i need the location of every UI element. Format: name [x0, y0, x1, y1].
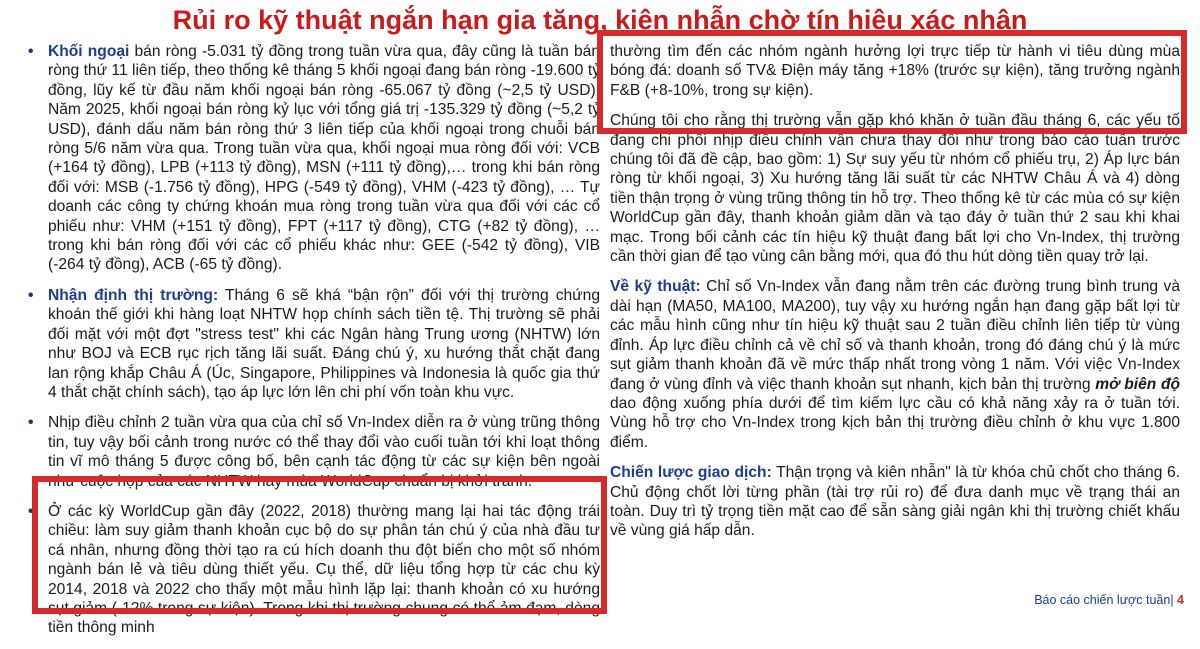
footer-separator: | [1170, 593, 1174, 607]
bullet-icon: • [28, 414, 34, 432]
paragraph-text: Chỉ số Vn-Index vẫn đang nằm trên các đường trung bình trung và dài hạn (MA50, MA100, MA200), tuy vậy xu hướng ngắn hạn đang gặp bất lợi từ các mẫu hình cũng như tín hiệu kỹ thuật sau 2 tuần điều chỉnh liên tiếp từ vùng đỉnh. Áp lực điều chỉnh cả về chỉ số và thanh khoản, trong đó đáng chú ý là mức sụt giảm thanh khoản đã về mức thấp nhất trong vòng 1 năm. Với việc Vn-Index đang ở vùng đỉnh và việc thanh khoản sụt nhanh, kịch bản thị trường [610, 278, 1180, 393]
paragraph-market-outlook [610, 111, 1180, 266]
left-column [20, 42, 600, 649]
paragraph-text: Nhịp điều chỉnh 2 tuần vừa qua của chỉ số Vn-Index diễn ra ở vùng trũng thông tin, tuy vậy bối cảnh trong nước có thể thay đổi vào cuối tuần tới khi loạt thông tin vĩ mô tháng 5 được công bố, bên cạnh tác động từ các sự kiện bên ngoài như cuộc họp của các NHTW hay mùa WorldCup chuẩn bị khởi tranh. [48, 414, 600, 490]
page-footer [1034, 593, 1184, 607]
right-column [610, 42, 1180, 552]
paragraph-text: Chúng tôi cho rằng thị trường vẫn gặp khó khăn ở tuần đầu tháng 6, các yếu tố đang chi phối nhịp điều chỉnh vẫn chưa thay đổi như trong báo cáo tuần trước chúng tôi đã đề cập, bao gồm: 1) Sự suy yếu từ nhóm cổ phiếu trụ, 2) Áp lực bán ròng từ khối ngoại, 3) Xu hướng tăng lãi suất từ các NHTW Châu Á và 4) dòng tiền thận trọng ở vùng trũng thông tin hỗ trợ. Theo thống kê từ các mùa có sự kiện WorldCup gần đây, thanh khoản giảm dần và tạo đáy ở tuần thứ 2 sau khi khai mạc. Trong bối cảnh các tín hiệu kỹ thuật đang bất lợi cho Vn-Index, thị trường cần thời gian để tạo vùng cân bằng mới, qua đó thu hút dòng tiền quay trở lại. [610, 112, 1180, 266]
paragraph-lead: Về kỹ thuật: [610, 278, 701, 296]
paragraph-text: Ở các kỳ WorldCup gần đây (2022, 2018) thường mang lại hai tác động trái chiều: làm suy giảm thanh khoản cục bộ do sự phân tán chú ý của nhà đầu tư cá nhân, nhưng đồng thời tạo ra cú hích doanh thu đột biến cho một số nhóm ngành bán lẻ và tiêu dùng thiết yếu. Cụ thể, dữ liệu tổng hợp từ các chu kỳ 2014, 2018 và 2022 cho thấy một mẫu hình lặp lại: thanh khoản có xu hướng sụt giảm (-12% trong sự kiện). Trong khi thị trường chung có thể ảm đạm, dòng tiền thông minh [48, 502, 600, 637]
page-title: Rủi ro kỹ thuật ngắn hạn gia tăng, kiên nhẫn chờ tín hiệu xác nhận [172, 5, 1028, 35]
paragraph-text: thường tìm đến các nhóm ngành hưởng lợi trực tiếp từ hành vi tiêu dùng mùa bóng đá: doanh số TV& Điện máy tăng +18% (trước sự kiện), tăng trưởng ngành F&B (+8-10%, trong sự kiện). [610, 43, 1180, 99]
bullet-icon: • [28, 43, 34, 60]
paragraph-text: Tháng 6 sẽ khá “bận rộn” đối với thị trường chứng khoán thế giới khi hàng loạt NHTW họp chính sách tiền tệ. Thị trường sẽ phải đối mặt với một đợt "stress test" khi các Ngân hàng Trung ương (NHTW) lớn như BOJ và ECB rục rịch tăng lãi suất. Đáng chú ý, xu hướng thắt chặt đang lan rộng khắp Châu Á (Úc, Singapore, Philippines và Indonesia là quốc gia thứ 4 thắt chặt chính sách), tạo áp lực lớn lên chi phí vốn toàn khu vực. [48, 286, 600, 401]
bullet-icon: • [28, 502, 34, 520]
page-number: 4 [1177, 593, 1184, 607]
emphasis-text: mở biên độ [1095, 375, 1181, 393]
paragraph-market-view [20, 286, 600, 402]
paragraph-worldcup-continued [610, 42, 1180, 100]
paragraph-lead: Nhận định thị trường: [48, 286, 219, 304]
bullet-icon: • [28, 286, 34, 304]
paragraph-strategy [610, 463, 1180, 541]
paragraph-foreign-investors [20, 42, 600, 275]
paragraph-text: Thận trọng và kiên nhẫn" là từ khóa chủ chốt cho tháng 6. Chủ động chốt lời từng phần (tài trợ rủi ro) để đưa danh mục về trạng thái an toàn. Duy trì tỷ trọng tiền mặt cao để sẵn sàng giải ngân khi thị trường chiết khấu về vùng giá hấp dẫn. [610, 464, 1180, 540]
paragraph-lead: Khối ngoại [48, 43, 130, 60]
paragraph-lead: Chiến lược giao dịch: [610, 464, 772, 482]
paragraph-text: bán ròng -5.031 tỷ đồng trong tuần vừa qua, đây cũng là tuần bán ròng thứ 11 liên tiếp, theo thống kê tháng 5 khối ngoại đang bán ròng -19.600 tỷ đồng, lũy kế từ đầu năm khối ngoại bán ròng -65.067 tỷ đồng (~2,5 tỷ USD). Năm 2025, khối ngoại bán ròng kỷ lục với tổng giá trị -135.329 tỷ đồng (~5,2 tỷ USD), đánh dấu năm bán ròng thứ 3 liên tiếp của khối ngoại trong chuỗi bán ròng 5/6 năm vừa qua. Trong tuần vừa qua, khối ngoại mua ròng đối với: VCB (+164 tỷ đồng), LPB (+113 tỷ đồng), MSN (+111 tỷ đồng),… trong khi bán ròng đối với: MSB (-1.756 tỷ đồng), HPG (-549 tỷ đồng), VHM (-423 tỷ đồng), … Tự doanh các công ty chứng khoán mua ròng trong tuần vừa qua đối với các cổ phiếu như: VHM (+151 tỷ đồng), FPT (+117 tỷ đồng), CTG (+82 tỷ đồng), … trong khi bán ròng đối với các cổ phiếu khác như: GEE (-542 tỷ đồng), VIB (-264 tỷ đồng), ACB (-65 tỷ đồng). [48, 43, 601, 274]
paragraph-technical [610, 277, 1180, 452]
paragraph-text: dao động xuống phía dưới để tìm kiếm lực cầu có khả năng xảy ra ở tuần tới. Vùng hỗ trợ cho Vn-Index trong kịch bản thị trường điều chỉnh ở khu vực 1.800 điểm. [610, 394, 1180, 451]
paragraph-correction [20, 413, 600, 491]
paragraph-worldcup [20, 502, 600, 638]
footer-label: Báo cáo chiến lược tuần [1034, 593, 1171, 607]
